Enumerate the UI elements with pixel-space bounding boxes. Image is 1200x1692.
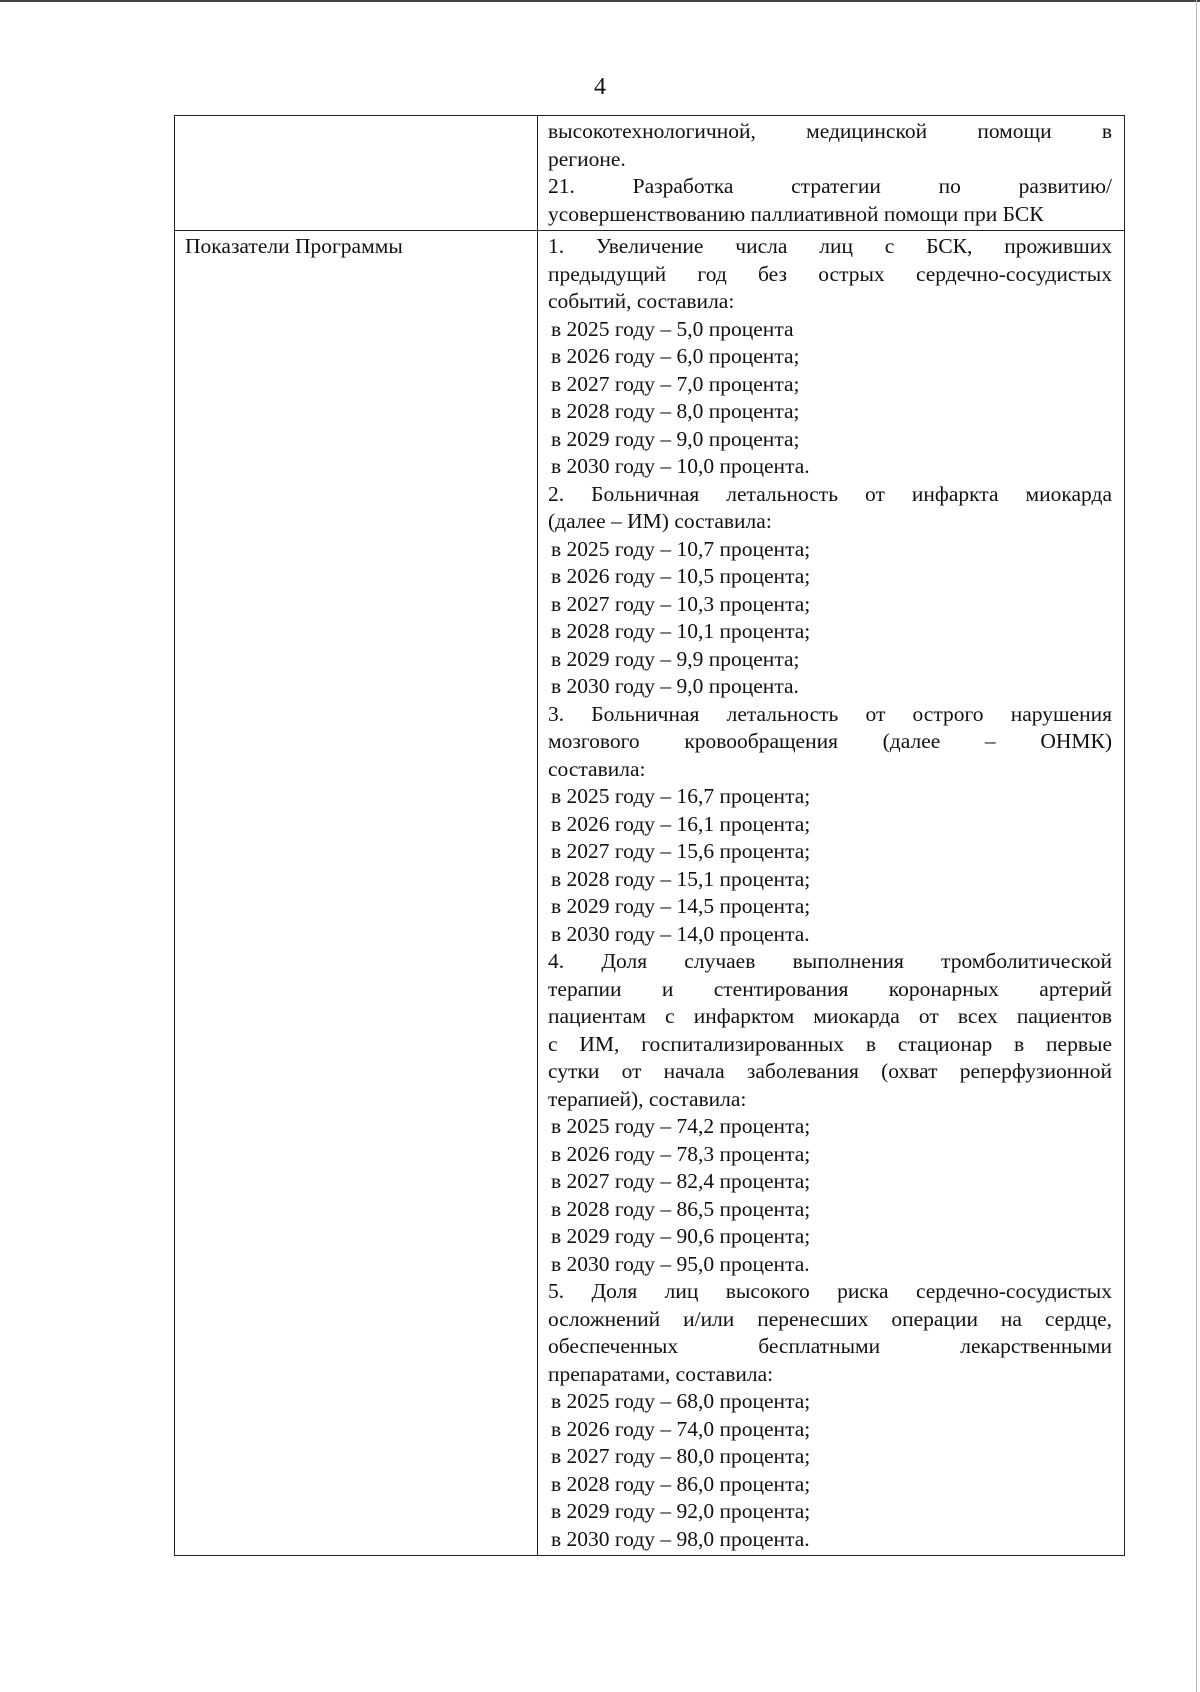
scan-top-edge	[0, 0, 1200, 2]
text-line: в 2027 году – 10,3 процента;	[551, 591, 811, 616]
text-line: в 2030 году – 14,0 процента.	[551, 921, 810, 946]
table-body	[175, 116, 1125, 1556]
text-line: в 2027 году – 15,6 процента;	[551, 839, 811, 863]
text-line: в 2025 году – 74,2 процента;	[551, 1114, 811, 1138]
text-line: (далее – ИМ) составила:	[548, 509, 772, 533]
text-line: в 2028 году – 8,0 процента;	[551, 399, 800, 423]
row-label: Показатели Программы	[185, 234, 403, 258]
text-line: в 2026 году – 78,3 процента;	[551, 1141, 811, 1166]
text-line: в 2028 году – 10,1 процента;	[551, 619, 811, 643]
text-line: в 2026 году – 16,1 процента;	[551, 811, 811, 836]
page-number: 4	[594, 74, 606, 100]
text-line: мозгового кровообращения (далее – ОНМК)	[548, 729, 1112, 753]
text-line: в 2029 году – 90,6 процента;	[551, 1224, 811, 1248]
text-line: в 2028 году – 15,1 процента;	[551, 866, 811, 891]
text-line: в 2029 году – 9,0 процента;	[551, 426, 800, 451]
text-line: в 2025 году – 10,7 процента;	[551, 536, 811, 561]
text-line: препаратами, составила:	[548, 1361, 774, 1386]
text-line: в 2028 году – 86,0 процента;	[551, 1471, 811, 1496]
table-cell-content	[538, 231, 1125, 1556]
text-line: терапией), составила:	[548, 1086, 747, 1111]
text-line: в 2030 году – 95,0 процента.	[551, 1251, 810, 1276]
text-line: высокотехнологичной, медицинской помощи в	[548, 119, 1112, 143]
table-row	[175, 116, 1125, 231]
text-line: регионе.	[548, 146, 626, 171]
text-line: 2. Больничная летальность от инфаркта миокарда	[548, 481, 1112, 506]
text-line: в 2029 году – 92,0 процента;	[551, 1499, 811, 1523]
text-line: в 2030 году – 98,0 процента.	[551, 1526, 810, 1551]
text-line: 1. Увеличение числа лиц с БСК, проживших	[548, 234, 1112, 258]
text-line: 21. Разработка стратегии по развитию/	[548, 174, 1112, 198]
text-line: терапии и стентирования коронарных артерий	[548, 976, 1112, 1001]
text-line: обеспеченных бесплатными лекарственными	[548, 1334, 1112, 1358]
text-line: осложнений и/или перенесших операции на сердце,	[548, 1306, 1112, 1331]
text-line: сутки от начала заболевания (охват реперфузионной	[548, 1059, 1112, 1083]
text-line: в 2026 году – 6,0 процента;	[551, 344, 800, 368]
program-table	[174, 115, 1125, 1556]
text-line: событий, составила:	[548, 289, 735, 313]
text-line: пациентам с инфарктом миокарда от всех пациентов	[548, 1004, 1112, 1028]
text-line: в 2029 году – 9,9 процента;	[551, 646, 800, 671]
table-cell-label	[175, 231, 538, 1556]
scan-right-edge	[1196, 0, 1197, 1692]
text-line: предыдущий год без острых сердечно-сосудистых	[548, 261, 1112, 286]
text-line: в 2025 году – 68,0 процента;	[551, 1389, 811, 1413]
text-line: 4. Доля случаев выполнения тромболитической	[548, 949, 1112, 973]
text-line: в 2029 году – 14,5 процента;	[551, 894, 811, 918]
text-line: в 2026 году – 74,0 процента;	[551, 1416, 811, 1441]
text-line: в 2030 году – 10,0 процента.	[551, 454, 810, 478]
text-line: усовершенствованию паллиативной помощи при БСК	[548, 201, 1044, 226]
text-line: в 2025 году – 5,0 процента	[551, 316, 794, 341]
table-cell-label	[175, 116, 538, 231]
text-line: 5. Доля лиц высокого риска сердечно-сосудистых	[548, 1279, 1112, 1303]
text-line: в 2026 году – 10,5 процента;	[551, 564, 811, 588]
row-label	[175, 116, 537, 118]
text-line: составила:	[548, 756, 646, 781]
text-line: в 2025 году – 16,7 процента;	[551, 784, 811, 808]
text-line: в 2030 году – 9,0 процента.	[551, 674, 799, 698]
text-line: в 2027 году – 80,0 процента;	[551, 1444, 811, 1468]
text-line: 3. Больничная летальность от острого нарушения	[548, 701, 1112, 726]
text-line: в 2027 году – 7,0 процента;	[551, 371, 800, 396]
table-row	[175, 231, 1125, 1556]
table-cell-content	[538, 116, 1125, 231]
text-line: в 2028 году – 86,5 процента;	[551, 1196, 811, 1221]
text-line: с ИМ, госпитализированных в стационар в первые	[548, 1031, 1112, 1056]
text-line: в 2027 году – 82,4 процента;	[551, 1169, 811, 1193]
